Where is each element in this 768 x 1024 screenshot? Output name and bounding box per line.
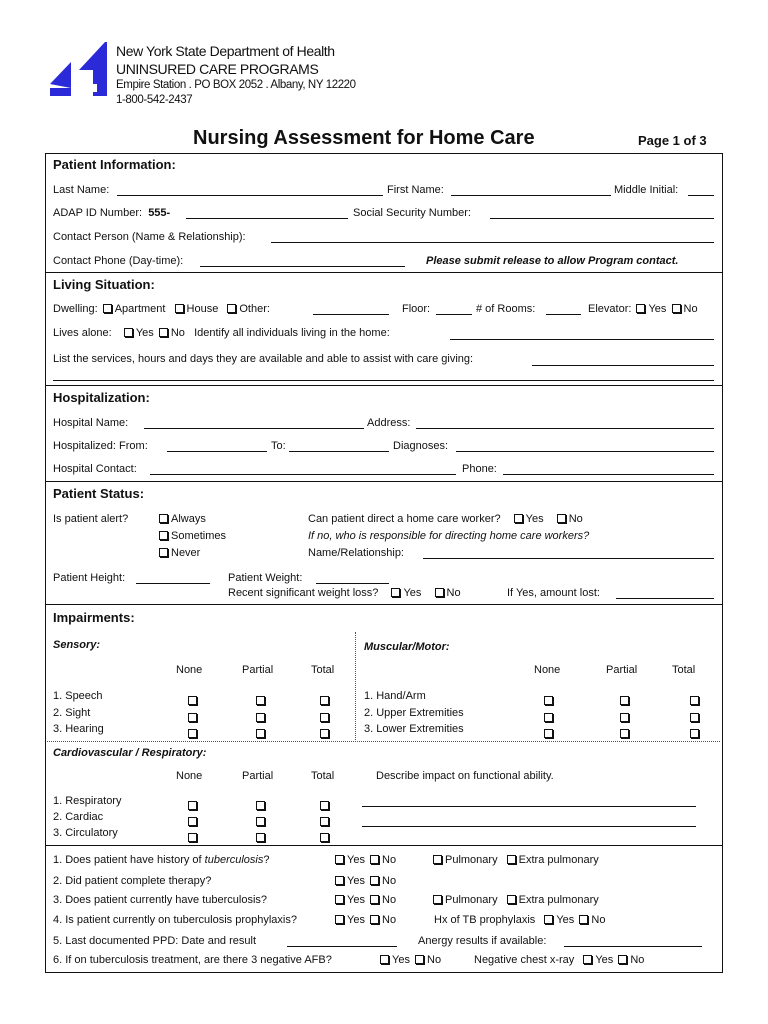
hospitalized-from-field[interactable] [167, 451, 267, 452]
sight-none-checkbox[interactable] [188, 713, 197, 722]
apartment-checkbox[interactable] [103, 304, 112, 313]
q4-no-checkbox[interactable] [370, 915, 379, 924]
sensory-item-speech: 1. Speech [53, 690, 103, 702]
describe-impact-label: Describe impact on functional ability. [376, 770, 554, 782]
tb-chest-xray: Negative chest x-ray Yes No [474, 954, 645, 966]
cardio-item-circulatory: 3. Circulatory [53, 827, 118, 839]
hearing-total-checkbox[interactable] [320, 729, 329, 738]
hospital-name-label: Hospital Name: [53, 417, 129, 429]
hospitalized-to-label: To: [271, 440, 286, 452]
alert-sometimes: Sometimes [157, 530, 226, 542]
floor-label: Floor: [402, 303, 431, 315]
services-field-2[interactable] [53, 380, 714, 381]
hand-arm-partial-checkbox[interactable] [620, 696, 629, 705]
alert-always: Always [157, 513, 206, 525]
impairments-heading: Impairments: [53, 610, 135, 625]
last-name-label: Last Name: [53, 184, 110, 196]
upper-total-checkbox[interactable] [690, 713, 699, 722]
contact-phone-label: Contact Phone (Day-time): [53, 255, 184, 267]
tb-q2: 2. Did patient complete therapy? [53, 875, 212, 887]
diagnoses-field[interactable] [456, 451, 714, 452]
upper-none-checkbox[interactable] [544, 713, 553, 722]
tb-q3-type: Pulmonary Extra pulmonary [431, 894, 599, 906]
nys-logo [49, 40, 111, 98]
hospitalized-from-label: Hospitalized: From: [53, 440, 148, 452]
muscular-col-none: None [534, 664, 561, 676]
anergy-label: Anergy results if available: [418, 935, 547, 947]
identify-label: Identify all individuals living in the home: [194, 327, 390, 339]
rooms-label: # of Rooms: [476, 303, 536, 315]
direct-no-checkbox[interactable] [557, 514, 566, 523]
respiratory-partial-checkbox[interactable] [256, 801, 265, 810]
identify-field[interactable] [450, 339, 714, 340]
respiratory-none-checkbox[interactable] [188, 801, 197, 810]
adap-id-field[interactable] [186, 218, 348, 219]
sight-partial-checkbox[interactable] [256, 713, 265, 722]
house-checkbox[interactable] [175, 304, 184, 313]
cardio-heading: Cardiovascular / Respiratory: [53, 747, 207, 759]
hospital-phone-label: Phone: [462, 463, 497, 475]
tb-q6: 6. If on tuberculosis treatment, are there 3 negative AFB? [53, 954, 332, 966]
q2-yes-checkbox[interactable] [335, 876, 344, 885]
sensory-col-partial: Partial [242, 664, 274, 676]
sensory-item-sight: 2. Sight [53, 707, 91, 719]
cardio-divider [47, 741, 720, 742]
xray-yes-checkbox[interactable] [583, 955, 592, 964]
hospital-address-field[interactable] [416, 428, 714, 429]
diagnoses-label: Diagnoses: [393, 440, 449, 452]
muscular-col-partial: Partial [606, 664, 638, 676]
page-number: Page 1 of 3 [638, 133, 707, 148]
tb-q3: 3. Does patient currently have tuberculosis? [53, 894, 268, 906]
hospital-contact-field[interactable] [150, 474, 456, 475]
tb-q4: 4. Is patient currently on tuberculosis prophylaxis? [53, 914, 297, 926]
hearing-partial-checkbox[interactable] [256, 729, 265, 738]
tb-q1-type: Pulmonary Extra pulmonary [431, 854, 599, 866]
elevator-no-checkbox[interactable] [672, 304, 681, 313]
q3-no-checkbox[interactable] [370, 895, 379, 904]
lower-none-checkbox[interactable] [544, 729, 553, 738]
cardio-item-respiratory: 1. Respiratory [53, 795, 122, 807]
cardiac-none-checkbox[interactable] [188, 817, 197, 826]
hx-no-checkbox[interactable] [579, 915, 588, 924]
upper-partial-checkbox[interactable] [620, 713, 629, 722]
cardiac-partial-checkbox[interactable] [256, 817, 265, 826]
q6-no-checkbox[interactable] [415, 955, 424, 964]
contact-person-field[interactable] [271, 242, 714, 243]
cardio-col-none: None [176, 770, 203, 782]
never-checkbox[interactable] [159, 548, 168, 557]
name-relationship-field[interactable] [423, 558, 714, 559]
elevator-row: Elevator: Yes No [588, 303, 698, 315]
circulatory-total-checkbox[interactable] [320, 833, 329, 842]
patient-info-heading: Patient Information: [53, 157, 176, 172]
lower-partial-checkbox[interactable] [620, 729, 629, 738]
hospital-contact-label: Hospital Contact: [53, 463, 137, 475]
q4-yes-checkbox[interactable] [335, 915, 344, 924]
sensory-col-none: None [176, 664, 203, 676]
services-field-1[interactable] [532, 365, 714, 366]
page-title: Nursing Assessment for Home Care [193, 127, 535, 149]
muscular-item-lower: 3. Lower Extremities [364, 723, 464, 735]
adap-id-prefix: 555- [148, 207, 171, 219]
direct-yes-checkbox[interactable] [514, 514, 523, 523]
sometimes-checkbox[interactable] [159, 531, 168, 540]
middle-initial-field[interactable] [688, 195, 714, 196]
cardio-item-cardiac: 2. Cardiac [53, 811, 104, 823]
last-name-field[interactable] [117, 195, 383, 196]
dwelling-row: Dwelling: Apartment House Other: [53, 303, 270, 315]
first-name-label: First Name: [387, 184, 444, 196]
q1-extra-pulmonary-checkbox[interactable] [507, 855, 516, 864]
form-frame [45, 153, 723, 973]
alert-never: Never [157, 547, 200, 559]
sight-total-checkbox[interactable] [320, 713, 329, 722]
ppd-date-field[interactable] [287, 946, 397, 947]
q1-no-checkbox[interactable] [370, 855, 379, 864]
dwelling-label: Dwelling: [53, 303, 98, 315]
amount-lost-label: If Yes, amount lost: [507, 587, 600, 599]
impairments-divider [355, 632, 356, 740]
hand-arm-total-checkbox[interactable] [690, 696, 699, 705]
hearing-none-checkbox[interactable] [188, 729, 197, 738]
tb-q1: 1. Does patient have history of tuberculosis? [53, 854, 270, 866]
cardiac-total-checkbox[interactable] [320, 817, 329, 826]
alert-label: Is patient alert? [53, 513, 129, 525]
muscular-heading: Muscular/Motor: [364, 641, 450, 653]
lower-total-checkbox[interactable] [690, 729, 699, 738]
muscular-item-upper: 2. Upper Extremities [364, 707, 464, 719]
tb-q1-answers: Yes No [333, 854, 396, 866]
sensory-item-hearing: 3. Hearing [53, 723, 104, 735]
living-heading: Living Situation: [53, 277, 155, 292]
hospital-heading: Hospitalization: [53, 390, 150, 405]
lives-alone-no-checkbox[interactable] [159, 328, 168, 337]
always-checkbox[interactable] [159, 514, 168, 523]
tb-q6-answers: Yes No [378, 954, 441, 966]
muscular-col-total: Total [672, 664, 696, 676]
muscular-item-hand-arm: 1. Hand/Arm [364, 690, 426, 702]
tb-q4-answers: Yes No [333, 914, 396, 926]
program-name: UNINSURED CARE PROGRAMS [116, 61, 319, 77]
status-heading: Patient Status: [53, 486, 145, 501]
hx-yes-checkbox[interactable] [544, 915, 553, 924]
ssn-label: Social Security Number: [353, 207, 471, 219]
amount-lost-field[interactable] [616, 598, 714, 599]
xray-no-checkbox[interactable] [618, 955, 627, 964]
weight-loss-no-checkbox[interactable] [435, 588, 444, 597]
weight-loss-yes-checkbox[interactable] [391, 588, 400, 597]
hospitalized-to-field[interactable] [289, 451, 389, 452]
first-name-field[interactable] [451, 195, 611, 196]
q1-yes-checkbox[interactable] [335, 855, 344, 864]
direct-worker-row: Can patient direct a home care worker? Yes No [308, 513, 583, 525]
org-address: Empire Station . PO BOX 2052 . Albany, NY 12220 [116, 79, 356, 91]
release-note: Please submit release to allow Program contact. [426, 255, 679, 267]
q3-yes-checkbox[interactable] [335, 895, 344, 904]
adap-id-label: ADAP ID Number: 555- [53, 207, 171, 219]
middle-initial-label: Middle Initial: [614, 184, 679, 196]
dept-name: New York State Department of Health [116, 43, 335, 59]
floor-field[interactable] [436, 314, 472, 315]
name-relationship-label: Name/Relationship: [308, 547, 404, 559]
sensory-heading: Sensory: [53, 639, 101, 651]
lives-alone-row: Lives alone: Yes No Identify all individuals living in the home: [53, 327, 390, 339]
q3-extra-pulmonary-checkbox[interactable] [507, 895, 516, 904]
q6-yes-checkbox[interactable] [380, 955, 389, 964]
cardio-col-total: Total [311, 770, 335, 782]
contact-phone-field[interactable] [200, 266, 405, 267]
tb-q5: 5. Last documented PPD: Date and result [53, 935, 257, 947]
hospital-phone-field[interactable] [503, 474, 714, 475]
speech-partial-checkbox[interactable] [256, 696, 265, 705]
speech-total-checkbox[interactable] [320, 696, 329, 705]
other-checkbox[interactable] [227, 304, 236, 313]
weight-label: Patient Weight: [228, 572, 303, 584]
tb-hx-prophylaxis: Hx of TB prophylaxis Yes No [434, 914, 606, 926]
q1-pulmonary-checkbox[interactable] [433, 855, 442, 864]
if-no-note: If no, who is responsible for directing home care workers? [308, 530, 590, 542]
tb-q3-answers: Yes No [333, 894, 396, 906]
impact-field-1[interactable] [362, 806, 696, 807]
other-dwelling-field[interactable] [313, 314, 389, 315]
height-label: Patient Height: [53, 572, 126, 584]
hospital-address-label: Address: [367, 417, 411, 429]
anergy-field[interactable] [564, 946, 702, 947]
sensory-col-total: Total [311, 664, 335, 676]
q3-pulmonary-checkbox[interactable] [433, 895, 442, 904]
hospital-name-field[interactable] [144, 428, 364, 429]
q2-no-checkbox[interactable] [370, 876, 379, 885]
hand-arm-none-checkbox[interactable] [544, 696, 553, 705]
circulatory-none-checkbox[interactable] [188, 833, 197, 842]
circulatory-partial-checkbox[interactable] [256, 833, 265, 842]
lives-alone-yes-checkbox[interactable] [124, 328, 133, 337]
org-phone: 1-800-542-2437 [116, 94, 193, 106]
respiratory-total-checkbox[interactable] [320, 801, 329, 810]
weight-field[interactable] [316, 583, 389, 584]
speech-none-checkbox[interactable] [188, 696, 197, 705]
height-field[interactable] [136, 583, 210, 584]
rooms-field[interactable] [546, 314, 581, 315]
ssn-field[interactable] [490, 218, 714, 219]
cardio-col-partial: Partial [242, 770, 274, 782]
tb-q2-answers: Yes No [333, 875, 396, 887]
contact-person-label: Contact Person (Name & Relationship): [53, 231, 246, 243]
elevator-yes-checkbox[interactable] [636, 304, 645, 313]
impact-field-2[interactable] [362, 826, 696, 827]
weight-loss-row: Recent significant weight loss? Yes No [228, 587, 461, 599]
services-label: List the services, hours and days they are available and able to assist with care giving: [53, 353, 474, 365]
